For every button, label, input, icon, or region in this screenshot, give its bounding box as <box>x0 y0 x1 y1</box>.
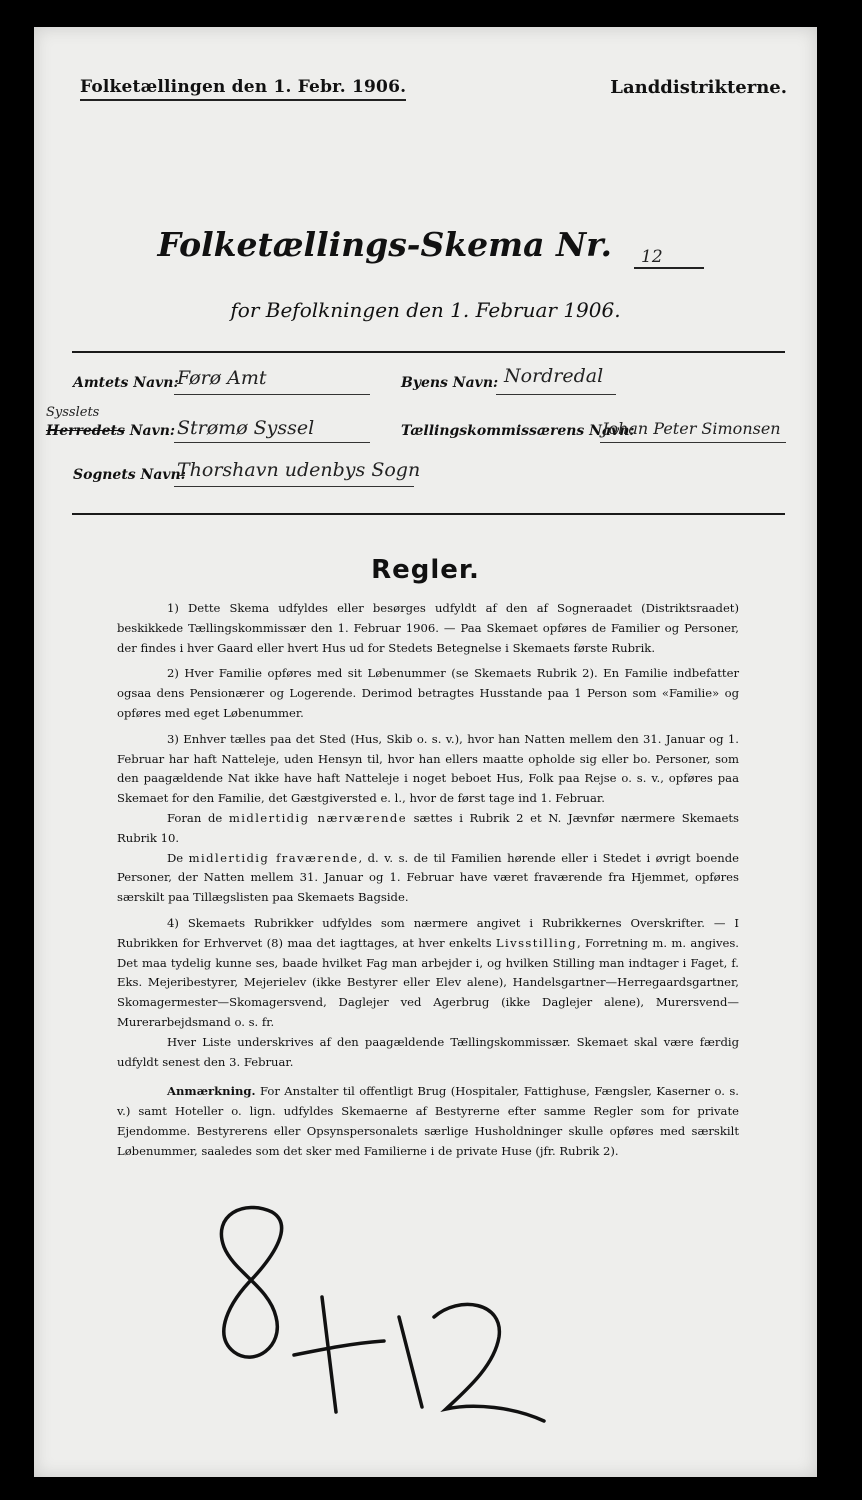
rule-5: Hver Liste underskrives af den paagældende Tællingskommissær. Skemaet skal være færdig udfyldt senest den 3. Februar. <box>117 1034 739 1069</box>
header-underline <box>80 99 406 101</box>
herred-label <box>46 423 175 439</box>
sogn-underline <box>174 486 414 487</box>
rule-1: 1) Dette Skema udfyldes eller besørges udfyldt af den af Sogneraadet (Distriktsraadet) beskikkede Tællingskommissær den 1. Februar 1906. — Paa Skemaet opføres de Familier og Personer, der findes i hver Gaard eller hvert Hus ud for Stedets Betegnelse i Skemaets første Rubrik. <box>117 601 739 655</box>
rule-3b-spaced: midlertidig nærværende <box>228 810 407 825</box>
rule-2: 2) Hver Familie opføres med sit Løbenummer (se Skemaets Rubrik 2). En Familie indbefatter ogsaa dens Pensionærer og Logerende. Derimod betragtes Husstande paa 1 Person som «Familie» og opføres med eget Løbenummer. <box>117 666 739 720</box>
byens-value: Nordredal <box>504 365 604 387</box>
rule-3c-post: , d. v. s. de til Familien hørende eller i Stedet i øvrigt boende Personer, der Natten mellem 31. Januar og 1. Februar have været fraværende fra Hjemmet, opføres særskilt paa Tillægslisten paa Skemaets Bagside. <box>117 850 740 905</box>
note <box>117 1082 739 1161</box>
district-type-label: Landdistrikterne. <box>610 77 787 98</box>
byens-underline <box>496 394 616 395</box>
rule-4-post: , Forretning m. m. angives. Det maa tydelig kunne ses, baade hvilket Fag man arbejder i, og hvilken Stilling man indtager i Faget, f. Eks. Mejeribestyrer, Mejerielev (ikke Bestyrer eller Elev alene), Handelsgartner—Herregaardsgartner, Skomagermester—Skomagersvend, Daglejer ved Agerbrug (ikke Daglejer alene), Murersvend—Murerarbejdsmand o. s. fr. <box>117 935 739 1029</box>
handwritten-total <box>184 1177 584 1427</box>
form-number: 12 <box>641 247 663 267</box>
herred-struck-word: Herredets <box>46 423 125 439</box>
herred-underline <box>174 442 370 443</box>
rule-3b-pre: Foran de <box>167 810 229 825</box>
top-divider <box>72 351 785 353</box>
form-subtitle: for Befolkningen den 1. Februar 1906. <box>230 298 621 322</box>
amt-value: Førø Amt <box>177 367 267 389</box>
rule-3c-spaced: midlertidig fraværende <box>188 850 359 865</box>
amt-label: Amtets Navn: <box>73 375 179 391</box>
rule-4-pre: 4) Skemaets Rubrikker udfyldes som nærmere angivet i Rubrikkernes Overskrifter. — I Rubrikken for Erhvervet (8) maa det iagttages, at hver enkelts <box>117 915 739 950</box>
rule-3-nearby <box>117 809 739 849</box>
rule-4 <box>117 914 739 1033</box>
form-title-text: Folketællings-Skema Nr. <box>157 225 612 264</box>
byens-label: Byens Navn: <box>401 375 499 391</box>
amt-underline <box>174 394 370 395</box>
note-text: For Anstalter til offentligt Brug (Hospitaler, Fattighuse, Fængsler, Kaserner o. s. v.) samt Hoteller o. lign. udfyldes Skemaerne af Bestyrerne efter samme Regler som for private Ejendomme. Bestyrerens eller Opsynspersonalets særlige Husholdninger skulle opføres med særskilt Løbenummer, saaledes som det sker med Familierne i de private Huse (jfr. Rubrik 2). <box>117 1084 739 1158</box>
rules-text <box>117 599 739 1168</box>
rules-heading: Regler. <box>371 555 480 585</box>
rule-3: 3) Enhver tælles paa det Sted (Hus, Skib o. s. v.), hvor han Natten mellem den 31. Januar og 1. Februar har haft Natteleje, uden Hensyn til, hvor han ellers maatte opholde sig eller bo. Personer, som den paagældende Nat ikke have haft Natteleje i noget beboet Hus, Folk paa Rejse o. s. v., opføres paa Skemaet for den Familie, det Gæstgiversted e. l., hvor de først tage ind 1. Februar. <box>117 731 739 806</box>
kommissaer-label: Tællingskommissærens Navn: <box>401 423 635 439</box>
herred-value: Strømø Syssel <box>177 417 315 439</box>
sogn-label: Sognets Navn: <box>73 467 186 483</box>
census-form-page <box>34 27 817 1477</box>
sogn-value: Thorshavn udenbys Sogn <box>177 459 421 481</box>
note-label: Anmærkning. <box>167 1084 256 1099</box>
herred-correction: Sysslets <box>46 405 100 420</box>
rule-3c-pre: De <box>167 850 189 865</box>
bottom-divider <box>72 513 785 515</box>
form-number-line <box>634 267 704 269</box>
kommissaer-underline <box>600 442 786 443</box>
rule-3-absent <box>117 849 739 908</box>
herred-label-suffix: Navn: <box>124 423 176 439</box>
form-title <box>34 225 817 264</box>
rule-3b-post: sættes i Rubrik 2 et N. Jævnfør nærmere Skemaets Rubrik 10. <box>117 810 739 845</box>
kommissaer-value: Johan Peter Simonsen <box>602 419 781 438</box>
rule-4-spaced: Livsstilling <box>495 935 577 950</box>
census-header: Folketællingen den 1. Febr. 1906. <box>80 77 407 97</box>
